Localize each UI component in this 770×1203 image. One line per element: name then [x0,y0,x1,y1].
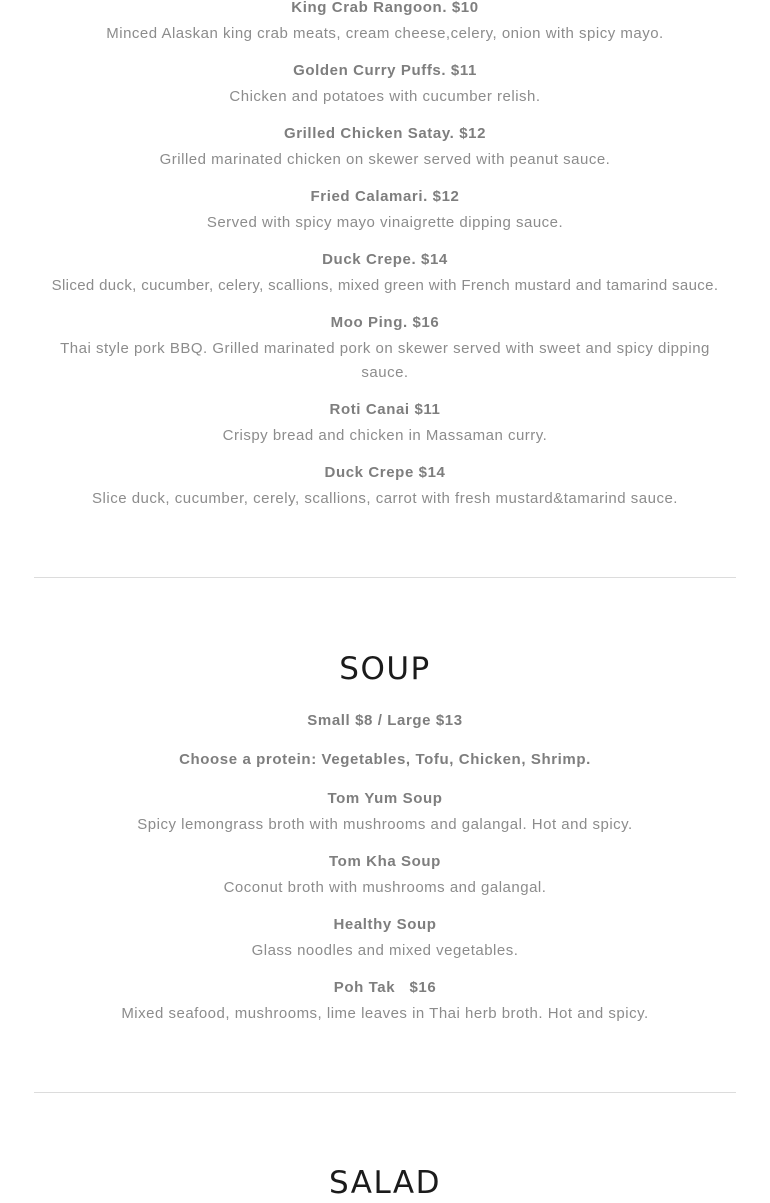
menu-item-name: Duck Crepe. $14 [322,251,448,268]
menu-item-description: Thai style pork BBQ. Grilled marinated pork on skewer served with sweet and spicy dipping sauce. [60,340,710,381]
menu-item [34,187,736,235]
menu-item [34,250,736,298]
menu-item-name: King Crab Rangoon. $10 [291,0,479,16]
menu-item [34,0,736,46]
menu-item [34,915,736,963]
menu-item [34,463,736,511]
menu-item-name: Roti Canai $11 [329,401,441,418]
menu-item-name: Healthy Soup [333,916,437,933]
menu-item-name: Tom Yum Soup [327,790,443,807]
menu-item [34,400,736,448]
menu-item-description: Mixed seafood, mushrooms, lime leaves in Thai herb broth. Hot and spicy. [121,1005,649,1022]
menu-item [34,61,736,109]
menu-item-description: Served with spicy mayo vinaigrette dipping sauce. [206,214,564,231]
menu-item-name: Grilled Chicken Satay. $12 [283,125,487,142]
menu-item-description: Glass noodles and mixed vegetables. [251,942,519,959]
menu-item-description: Coconut broth with mushrooms and galangal. [223,879,547,896]
section-divider [34,577,736,578]
menu-item-name: Tom Kha Soup [329,853,441,870]
section-divider [34,1092,736,1093]
soup-protein-note: Choose a protein: Vegetables, Tofu, Chicken, Shrimp. [179,751,591,768]
menu-item [34,789,736,837]
soup-price-note: Small $8 / Large $13 [307,712,463,729]
menu-item-name: Fried Calamari. $12 [310,188,460,205]
menu-item-name: Golden Curry Puffs. $11 [293,62,477,79]
menu-item [34,124,736,172]
menu-item-description: Crispy bread and chicken in Massaman curry. [222,427,548,444]
menu-item [34,978,736,1026]
menu-item-description: Grilled marinated chicken on skewer served with peanut sauce. [159,151,611,168]
menu-item [34,852,736,900]
menu-item-description: Sliced duck, cucumber, celery, scallions, mixed green with French mustard and tamarind sauce. [51,277,719,294]
menu-item-description: Spicy lemongrass broth with mushrooms and galangal. Hot and spicy. [137,816,633,833]
menu-item-name: Poh Tak $16 [333,979,437,996]
section-title-salad: SALAD [328,1165,442,1201]
menu-item-description: Slice duck, cucumber, cerely, scallions, carrot with fresh mustard&tamarind sauce. [92,490,678,507]
menu-item-name: Moo Ping. $16 [330,314,440,331]
menu-item-description: Minced Alaskan king crab meats, cream cheese,celery, onion with spicy mayo. [106,25,664,42]
menu-item-name: Duck Crepe $14 [324,464,446,481]
section-title-soup: SOUP [339,651,431,687]
menu-item-description: Chicken and potatoes with cucumber relish. [229,88,541,105]
menu-item [46,313,724,385]
